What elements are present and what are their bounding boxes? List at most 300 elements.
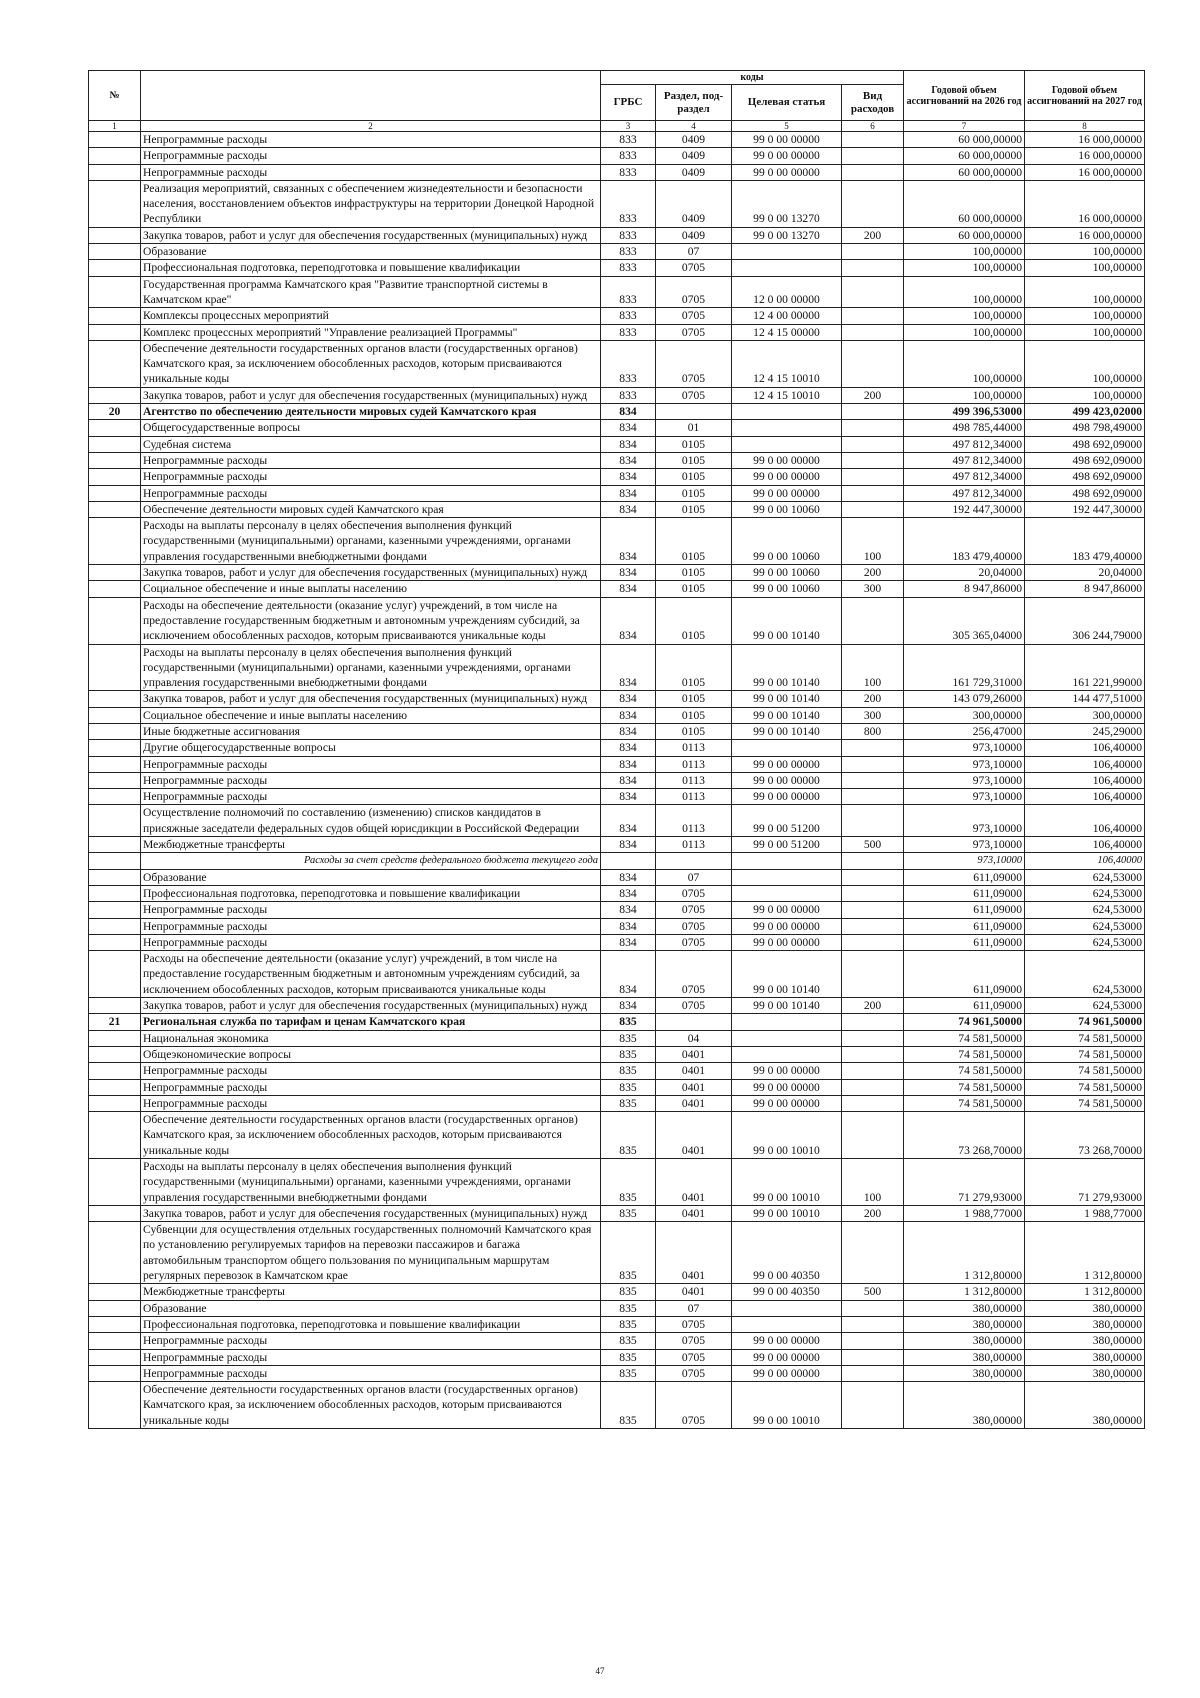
row-amount-2027: 16 000,00000 (1025, 164, 1145, 180)
table-row (89, 1333, 1145, 1349)
row-target: 99 0 00 40350 (732, 1222, 842, 1284)
table-row (89, 308, 1145, 324)
row-name: Обеспечение деятельности мировых судей Камчатского края (141, 501, 601, 517)
row-amount-2027: 100,00000 (1025, 324, 1145, 340)
row-amount-2027: 380,00000 (1025, 1300, 1145, 1316)
row-amount-2026: 611,09000 (904, 951, 1025, 998)
table-row (89, 501, 1145, 517)
row-vid (842, 1316, 904, 1332)
row-number (89, 1030, 141, 1046)
column-number: 5 (732, 121, 842, 132)
row-amount-2027: 624,53000 (1025, 951, 1145, 998)
row-amount-2026: 300,00000 (904, 707, 1025, 723)
table-row (89, 789, 1145, 805)
row-number (89, 1382, 141, 1429)
row-amount-2027: 380,00000 (1025, 1365, 1145, 1381)
row-grbs: 833 (601, 164, 656, 180)
row-name: Обеспечение деятельности государственных органов власти (государственных органов) Камчатского края, за исключением обособленных расходов, которым присваиваются уникальные коды (141, 340, 601, 387)
row-name: Межбюджетные трансферты (141, 1284, 601, 1300)
table-row (89, 1030, 1145, 1046)
row-amount-2027: 100,00000 (1025, 276, 1145, 308)
row-name: Образование (141, 1300, 601, 1316)
row-section: 0409 (656, 164, 732, 180)
row-vid (842, 1382, 904, 1429)
row-number (89, 485, 141, 501)
row-target: 99 0 00 10140 (732, 597, 842, 644)
row-amount-2026: 100,00000 (904, 244, 1025, 260)
row-number (89, 260, 141, 276)
row-vid: 100 (842, 518, 904, 565)
row-number (89, 1079, 141, 1095)
row-section: 07 (656, 1300, 732, 1316)
row-amount-2027: 306 244,79000 (1025, 597, 1145, 644)
row-amount-2026: 497 812,34000 (904, 469, 1025, 485)
row-section: 0705 (656, 1333, 732, 1349)
row-target: 99 0 00 10140 (732, 707, 842, 723)
row-vid: 200 (842, 998, 904, 1014)
row-name: Профессиональная подготовка, переподготовка и повышение квалификации (141, 885, 601, 901)
row-number (89, 340, 141, 387)
row-amount-2027: 499 423,02000 (1025, 404, 1145, 420)
row-number (89, 1095, 141, 1111)
row-number (89, 565, 141, 581)
row-grbs: 834 (601, 452, 656, 468)
table-row (89, 691, 1145, 707)
row-section: 0401 (656, 1284, 732, 1300)
row-target: 99 0 00 00000 (732, 1095, 842, 1111)
table-row (89, 723, 1145, 739)
row-amount-2027: 106,40000 (1025, 837, 1145, 853)
row-section (656, 1014, 732, 1030)
row-vid: 200 (842, 227, 904, 243)
row-amount-2027: 106,40000 (1025, 740, 1145, 756)
row-number (89, 1284, 141, 1300)
row-vid (842, 436, 904, 452)
table-row (89, 918, 1145, 934)
row-vid (842, 501, 904, 517)
row-name: Непрограммные расходы (141, 789, 601, 805)
row-vid (842, 951, 904, 998)
row-grbs: 835 (601, 1316, 656, 1332)
row-grbs: 834 (601, 420, 656, 436)
row-target: 99 0 00 10060 (732, 581, 842, 597)
row-amount-2026: 973,10000 (904, 789, 1025, 805)
row-target: 99 0 00 51200 (732, 805, 842, 837)
row-amount-2026: 498 785,44000 (904, 420, 1025, 436)
row-amount-2027: 192 447,30000 (1025, 501, 1145, 517)
row-grbs: 834 (601, 404, 656, 420)
row-name: Непрограммные расходы (141, 469, 601, 485)
table-row (89, 436, 1145, 452)
row-section: 0705 (656, 1316, 732, 1332)
row-vid (842, 1046, 904, 1062)
row-amount-2026: 74 581,50000 (904, 1030, 1025, 1046)
row-vid (842, 853, 904, 869)
row-vid (842, 180, 904, 227)
table-row (89, 756, 1145, 772)
row-name: Расходы за счет средств федерального бюджета текущего года (141, 853, 601, 869)
row-amount-2026: 973,10000 (904, 740, 1025, 756)
row-section: 0705 (656, 918, 732, 934)
row-section: 0105 (656, 436, 732, 452)
row-amount-2027: 16 000,00000 (1025, 148, 1145, 164)
row-amount-2026: 973,10000 (904, 772, 1025, 788)
row-target (732, 404, 842, 420)
row-amount-2027: 74 581,50000 (1025, 1079, 1145, 1095)
row-vid (842, 740, 904, 756)
row-amount-2026: 100,00000 (904, 340, 1025, 387)
row-target: 12 0 00 00000 (732, 276, 842, 308)
row-number (89, 1159, 141, 1206)
row-name: Непрограммные расходы (141, 164, 601, 180)
row-vid (842, 340, 904, 387)
row-grbs: 833 (601, 324, 656, 340)
row-amount-2027: 100,00000 (1025, 260, 1145, 276)
table-row (89, 387, 1145, 403)
row-vid (842, 308, 904, 324)
row-grbs: 835 (601, 1095, 656, 1111)
row-section: 0409 (656, 132, 732, 148)
row-amount-2027: 624,53000 (1025, 902, 1145, 918)
table-row (89, 740, 1145, 756)
row-target: 99 0 00 10010 (732, 1205, 842, 1221)
row-target (732, 1316, 842, 1332)
row-section: 01 (656, 420, 732, 436)
column-number: 4 (656, 121, 732, 132)
table-row (89, 951, 1145, 998)
row-vid (842, 260, 904, 276)
row-grbs (601, 853, 656, 869)
row-amount-2026: 20,04000 (904, 565, 1025, 581)
row-grbs: 834 (601, 998, 656, 1014)
row-vid (842, 1095, 904, 1111)
row-name: Закупка товаров, работ и услуг для обеспечения государственных (муниципальных) нужд (141, 998, 601, 1014)
row-amount-2027: 624,53000 (1025, 934, 1145, 950)
table-row (89, 1014, 1145, 1030)
row-amount-2026: 100,00000 (904, 276, 1025, 308)
row-vid (842, 789, 904, 805)
table-row (89, 1284, 1145, 1300)
row-section: 0401 (656, 1063, 732, 1079)
table-row (89, 1205, 1145, 1221)
header-codes: коды (601, 71, 904, 85)
row-section: 0113 (656, 740, 732, 756)
row-vid (842, 485, 904, 501)
row-grbs: 834 (601, 951, 656, 998)
row-name: Расходы на обеспечение деятельности (оказание услуг) учреждений, в том числе на предоставление государственным бюджетным и автономным учреждениям субсидий, за исключением обособленных расходов, которым присваиваются уникальные коды (141, 951, 601, 998)
row-grbs: 834 (601, 485, 656, 501)
table-row (89, 597, 1145, 644)
row-grbs: 835 (601, 1222, 656, 1284)
row-grbs: 834 (601, 837, 656, 853)
row-section: 0401 (656, 1205, 732, 1221)
header-2027: Годовой объем ассигнований на 2027 год (1025, 71, 1145, 121)
row-grbs: 833 (601, 387, 656, 403)
row-section: 0705 (656, 260, 732, 276)
table-row (89, 853, 1145, 869)
row-number (89, 1112, 141, 1159)
row-grbs: 834 (601, 707, 656, 723)
row-amount-2026: 256,47000 (904, 723, 1025, 739)
row-name: Другие общегосударственные вопросы (141, 740, 601, 756)
row-number (89, 789, 141, 805)
row-number (89, 581, 141, 597)
row-name: Непрограммные расходы (141, 918, 601, 934)
row-number (89, 1333, 141, 1349)
row-amount-2026: 192 447,30000 (904, 501, 1025, 517)
row-amount-2026: 1 312,80000 (904, 1284, 1025, 1300)
row-number (89, 148, 141, 164)
row-number (89, 308, 141, 324)
row-amount-2026: 1 312,80000 (904, 1222, 1025, 1284)
row-section: 0401 (656, 1222, 732, 1284)
row-name: Непрограммные расходы (141, 1333, 601, 1349)
row-grbs: 834 (601, 934, 656, 950)
row-vid (842, 1112, 904, 1159)
row-target: 99 0 00 00000 (732, 918, 842, 934)
row-vid (842, 918, 904, 934)
row-grbs: 833 (601, 180, 656, 227)
row-grbs: 834 (601, 885, 656, 901)
header-number: № (89, 71, 141, 121)
table-row (89, 1112, 1145, 1159)
row-amount-2026: 100,00000 (904, 387, 1025, 403)
row-vid (842, 148, 904, 164)
row-name: Комплекс процессных мероприятий "Управление реализацией Программы" (141, 324, 601, 340)
row-grbs: 834 (601, 469, 656, 485)
row-section: 0401 (656, 1046, 732, 1062)
table-body (89, 132, 1145, 1429)
row-target: 12 4 00 00000 (732, 308, 842, 324)
row-amount-2027: 74 581,50000 (1025, 1063, 1145, 1079)
header-name (141, 71, 601, 121)
table-row (89, 469, 1145, 485)
row-section: 0705 (656, 902, 732, 918)
budget-table-page (88, 70, 1144, 1429)
row-number (89, 1349, 141, 1365)
row-target: 12 4 15 00000 (732, 324, 842, 340)
row-vid: 200 (842, 1205, 904, 1221)
table-row (89, 1300, 1145, 1316)
row-section: 0105 (656, 485, 732, 501)
row-amount-2026: 497 812,34000 (904, 485, 1025, 501)
row-amount-2026: 1 988,77000 (904, 1205, 1025, 1221)
table-row (89, 565, 1145, 581)
row-grbs: 835 (601, 1382, 656, 1429)
row-grbs: 835 (601, 1159, 656, 1206)
row-amount-2027: 106,40000 (1025, 756, 1145, 772)
row-target (732, 740, 842, 756)
row-amount-2026: 74 961,50000 (904, 1014, 1025, 1030)
row-amount-2027: 106,40000 (1025, 853, 1145, 869)
row-grbs: 834 (601, 756, 656, 772)
row-name: Профессиональная подготовка, переподготовка и повышение квалификации (141, 260, 601, 276)
row-grbs: 834 (601, 918, 656, 934)
row-number (89, 1063, 141, 1079)
row-number (89, 132, 141, 148)
row-target: 99 0 00 13270 (732, 227, 842, 243)
row-number (89, 998, 141, 1014)
table-row (89, 324, 1145, 340)
row-vid (842, 1222, 904, 1284)
row-target: 99 0 00 10140 (732, 998, 842, 1014)
row-vid: 300 (842, 707, 904, 723)
column-number-row (89, 121, 1145, 132)
row-name: Расходы на выплаты персоналу в целях обеспечения выполнения функций государственными (муниципальными) органами, казенными учреждениями, органами управления государственными внебюджетными фондами (141, 518, 601, 565)
row-amount-2027: 300,00000 (1025, 707, 1145, 723)
row-name: Закупка товаров, работ и услуг для обеспечения государственных (муниципальных) нужд (141, 1205, 601, 1221)
table-row (89, 1095, 1145, 1111)
row-name: Непрограммные расходы (141, 1365, 601, 1381)
table-row (89, 244, 1145, 260)
row-amount-2027: 498 798,49000 (1025, 420, 1145, 436)
row-vid (842, 244, 904, 260)
row-section: 0705 (656, 1382, 732, 1429)
row-amount-2027: 161 221,99000 (1025, 644, 1145, 691)
row-amount-2027: 624,53000 (1025, 918, 1145, 934)
row-name: Непрограммные расходы (141, 148, 601, 164)
row-amount-2027: 74 581,50000 (1025, 1030, 1145, 1046)
row-target: 99 0 00 00000 (732, 772, 842, 788)
row-grbs: 835 (601, 1046, 656, 1062)
row-vid (842, 324, 904, 340)
row-amount-2027: 245,29000 (1025, 723, 1145, 739)
row-vid (842, 420, 904, 436)
header-vid: Вид расходов (842, 85, 904, 121)
row-target: 99 0 00 00000 (732, 452, 842, 468)
row-name: Закупка товаров, работ и услуг для обеспечения государственных (муниципальных) нужд (141, 565, 601, 581)
table-row (89, 707, 1145, 723)
row-section: 0113 (656, 789, 732, 805)
row-target: 99 0 00 10060 (732, 501, 842, 517)
row-number (89, 244, 141, 260)
row-target: 99 0 00 10140 (732, 951, 842, 998)
row-vid: 800 (842, 723, 904, 739)
row-amount-2026: 100,00000 (904, 324, 1025, 340)
table-row (89, 1063, 1145, 1079)
row-section: 0105 (656, 501, 732, 517)
row-amount-2026: 60 000,00000 (904, 164, 1025, 180)
row-amount-2027: 380,00000 (1025, 1349, 1145, 1365)
row-name: Комплексы процессных мероприятий (141, 308, 601, 324)
row-grbs: 833 (601, 308, 656, 324)
row-target (732, 436, 842, 452)
row-grbs: 834 (601, 723, 656, 739)
table-row (89, 132, 1145, 148)
row-target (732, 869, 842, 885)
row-number: 20 (89, 404, 141, 420)
row-grbs: 833 (601, 340, 656, 387)
row-target (732, 885, 842, 901)
row-vid: 200 (842, 387, 904, 403)
row-amount-2026: 380,00000 (904, 1300, 1025, 1316)
column-number: 1 (89, 121, 141, 132)
table-row (89, 1365, 1145, 1381)
row-target: 99 0 00 00000 (732, 789, 842, 805)
row-number (89, 276, 141, 308)
row-amount-2027: 498 692,09000 (1025, 452, 1145, 468)
row-grbs: 834 (601, 805, 656, 837)
row-amount-2027: 74 581,50000 (1025, 1046, 1145, 1062)
row-amount-2026: 380,00000 (904, 1365, 1025, 1381)
row-target: 99 0 00 00000 (732, 1349, 842, 1365)
row-name: Непрограммные расходы (141, 485, 601, 501)
row-name: Социальное обеспечение и иные выплаты населению (141, 581, 601, 597)
row-section: 0401 (656, 1112, 732, 1159)
row-grbs: 835 (601, 1112, 656, 1159)
header-2026: Годовой объем ассигнований на 2026 год (904, 71, 1025, 121)
row-amount-2027: 71 279,93000 (1025, 1159, 1145, 1206)
column-number: 8 (1025, 121, 1145, 132)
row-amount-2027: 106,40000 (1025, 772, 1145, 788)
row-amount-2027: 144 477,51000 (1025, 691, 1145, 707)
row-grbs: 833 (601, 227, 656, 243)
row-amount-2026: 60 000,00000 (904, 132, 1025, 148)
row-vid: 100 (842, 1159, 904, 1206)
row-grbs: 834 (601, 501, 656, 517)
row-name: Региональная служба по тарифам и ценам Камчатского края (141, 1014, 601, 1030)
row-section (656, 404, 732, 420)
table-row (89, 1079, 1145, 1095)
row-name: Непрограммные расходы (141, 1349, 601, 1365)
row-section (656, 853, 732, 869)
row-amount-2027: 380,00000 (1025, 1382, 1145, 1429)
row-vid (842, 597, 904, 644)
row-vid (842, 772, 904, 788)
row-amount-2026: 60 000,00000 (904, 148, 1025, 164)
row-amount-2027: 20,04000 (1025, 565, 1145, 581)
table-row (89, 998, 1145, 1014)
table-row (89, 452, 1145, 468)
row-amount-2026: 380,00000 (904, 1333, 1025, 1349)
row-target (732, 1300, 842, 1316)
row-section: 0105 (656, 707, 732, 723)
row-amount-2026: 611,09000 (904, 934, 1025, 950)
row-amount-2026: 71 279,93000 (904, 1159, 1025, 1206)
row-grbs: 834 (601, 902, 656, 918)
row-name: Непрограммные расходы (141, 132, 601, 148)
row-amount-2026: 497 812,34000 (904, 452, 1025, 468)
row-number (89, 853, 141, 869)
row-section: 0105 (656, 644, 732, 691)
header-grbs: ГРБС (601, 85, 656, 121)
row-amount-2026: 143 079,26000 (904, 691, 1025, 707)
row-number (89, 164, 141, 180)
row-grbs: 835 (601, 1300, 656, 1316)
table-row (89, 1382, 1145, 1429)
row-number (89, 644, 141, 691)
row-amount-2026: 161 729,31000 (904, 644, 1025, 691)
row-name: Непрограммные расходы (141, 934, 601, 950)
row-amount-2026: 380,00000 (904, 1349, 1025, 1365)
row-section: 04 (656, 1030, 732, 1046)
table-row (89, 276, 1145, 308)
row-vid (842, 1063, 904, 1079)
row-number (89, 837, 141, 853)
header-target: Целевая статья (732, 85, 842, 121)
row-grbs: 834 (601, 436, 656, 452)
table-row (89, 404, 1145, 420)
table-row (89, 148, 1145, 164)
row-number (89, 227, 141, 243)
row-target: 99 0 00 00000 (732, 1063, 842, 1079)
row-amount-2027: 16 000,00000 (1025, 180, 1145, 227)
row-amount-2026: 611,09000 (904, 869, 1025, 885)
row-section: 0113 (656, 837, 732, 853)
row-name: Закупка товаров, работ и услуг для обеспечения государственных (муниципальных) нужд (141, 387, 601, 403)
row-amount-2027: 624,53000 (1025, 869, 1145, 885)
row-target: 99 0 00 10060 (732, 565, 842, 581)
